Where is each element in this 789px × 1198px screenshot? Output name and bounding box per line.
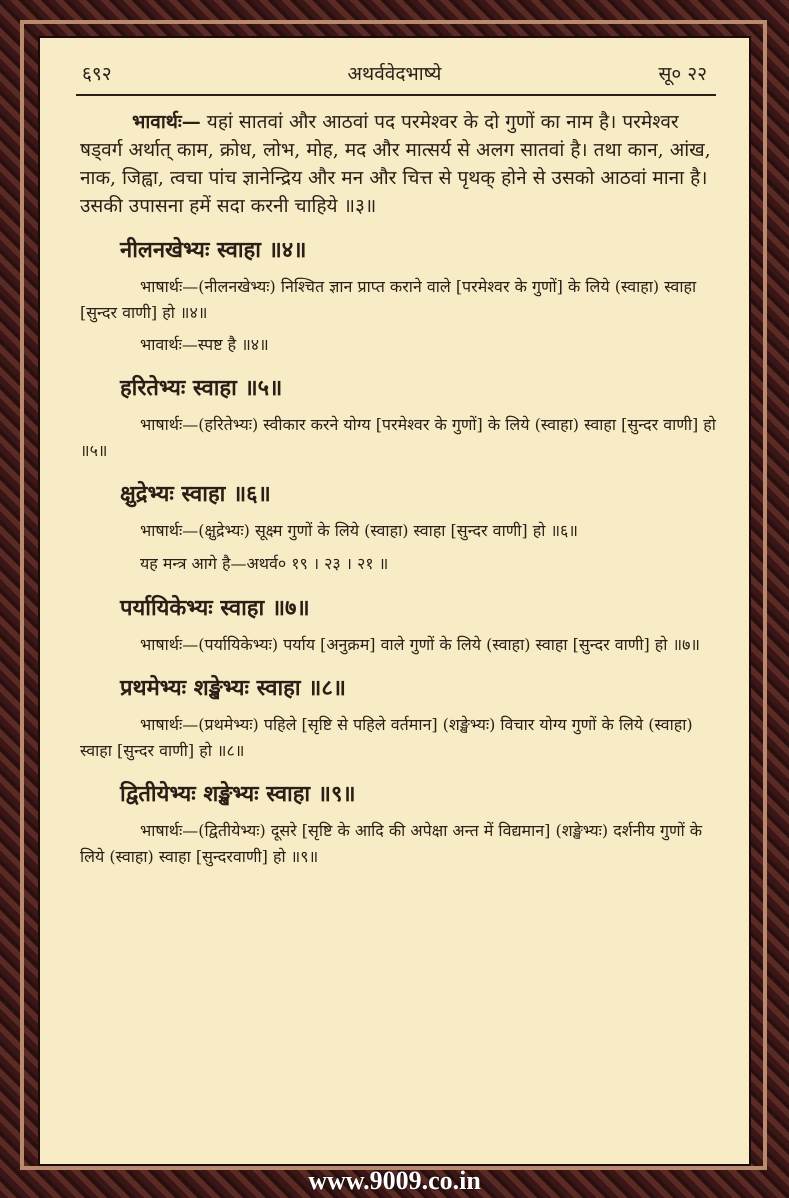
- intro-paragraph: [80, 108, 720, 220]
- page-body: [80, 108, 720, 876]
- book-page: [38, 36, 751, 1166]
- mantra-7: पर्यायिकेभ्यः स्वाहा ॥७॥: [120, 595, 310, 621]
- header-rule: [76, 94, 716, 96]
- translation-5: भाषार्थः—(हरितेभ्यः) स्वीकार करने योग्य [परमेश्वर के गुणों] के लिये (स्वाहा) स्वाहा [सुन्दर वाणी] हो ॥५॥: [80, 415, 716, 460]
- mantra-6: क्षुद्रेभ्यः स्वाहा ॥६॥: [120, 481, 271, 507]
- section-number: सू० २२: [658, 63, 707, 85]
- translation-6: भाषार्थः—(क्षुद्रेभ्यः) सूक्ष्म गुणों के लिये (स्वाहा) स्वाहा [सुन्दर वाणी] हो ॥६॥: [140, 521, 578, 540]
- translation-9: भाषार्थः—(द्वितीयेभ्यः) दूसरे [सृष्टि के आदि की अपेक्षा अन्त में विद्यमान] (शङ्खेभ्यः) दर्शनीय गुणों के लिये (स्वाहा) स्वाहा [सुन्दरवाणी] हो ॥९॥: [80, 821, 703, 866]
- mantra-8: प्रथमेभ्यः शङ्खेभ्यः स्वाहा ॥८॥: [120, 675, 346, 701]
- page-header: [40, 60, 749, 94]
- reference-6: यह मन्त्र आगे है—अथर्व० १९ । २३ । २१ ॥: [140, 554, 389, 573]
- mantra-4: नीलनखेभ्यः स्वाहा ॥४॥: [120, 237, 307, 263]
- footer-url[interactable]: www.9009.co.in: [308, 1166, 481, 1195]
- translation-7: भाषार्थः—(पर्यायिकेभ्यः) पर्याय [अनुक्रम] वाले गुणों के लिये (स्वाहा) स्वाहा [सुन्दर वाणी] हो ॥७॥: [140, 635, 701, 654]
- translation-4: भाषार्थः—(नीलनखेभ्यः) निश्चित ज्ञान प्राप्त कराने वाले [परमेश्वर के गुणों] के लिये (स्वाहा) स्वाहा [सुन्दर वाणी] हो ॥४॥: [80, 277, 697, 322]
- mantra-5: हरितेभ्यः स्वाहा ॥५॥: [120, 375, 283, 401]
- book-title: अथर्ववेदभाष्ये: [347, 63, 442, 85]
- page-number: ६९२: [82, 63, 112, 85]
- translation-8: भाषार्थः—(प्रथमेभ्यः) पहिले [सृष्टि से पहिले वर्तमान] (शङ्खेभ्यः) विचार योग्य गुणों के लिये (स्वाहा) स्वाहा [सुन्दर वाणी] हो ॥८॥: [80, 715, 693, 760]
- mantra-9: द्वितीयेभ्यः शङ्खेभ्यः स्वाहा ॥९॥: [120, 781, 356, 807]
- intro-text: यहां सातवां और आठवां पद परमेश्वर के दो गुणों का नाम है। परमेश्वर षड्वर्ग अर्थात् काम, क्रोध, लोभ, मोह, मद और मात्सर्य से अलग सातवां है। तथा कान, आंख, नाक, जिह्वा, त्वचा पांच ज्ञानेन्द्रिय और मन और चित्त से पृथक् होने से उसको आठवां माना है। उसकी उपासना हमें सदा करनी चाहिये ॥३॥: [80, 111, 711, 217]
- bhavartha-4: भावार्थः—स्पष्ट है ॥४॥: [140, 335, 269, 354]
- intro-label: भावार्थः—: [132, 111, 201, 133]
